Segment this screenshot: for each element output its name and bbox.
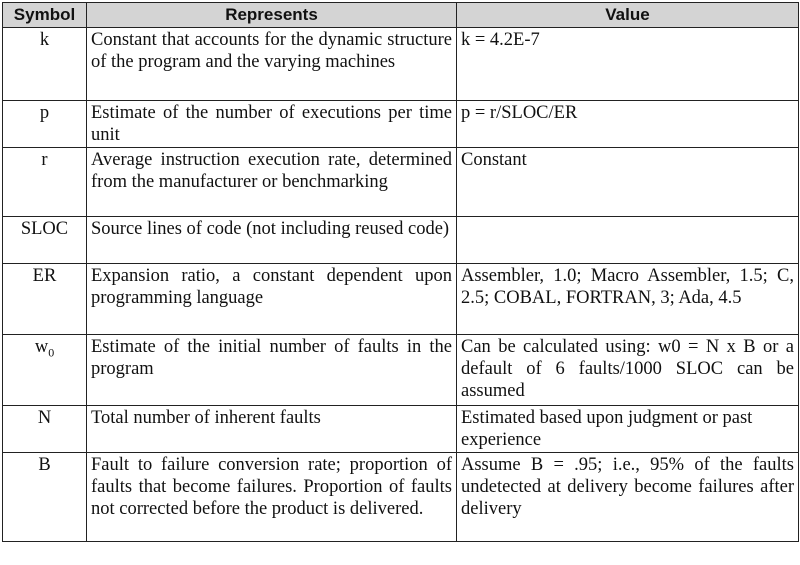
table-row (3, 217, 799, 264)
value-cell: k = 4.2E-7 (457, 28, 799, 101)
symbol-cell: p (3, 101, 87, 148)
header-value: Value (457, 3, 799, 28)
header-represents: Represents (87, 3, 457, 28)
symbol-cell (3, 335, 87, 406)
header-row (3, 3, 799, 28)
table-row (3, 406, 799, 453)
value-cell: Constant (457, 148, 799, 217)
value-cell (457, 217, 799, 264)
represents-cell: Average instruction execution rate, determined from the manufacturer or benchmarking (87, 148, 457, 217)
symbol-cell: k (3, 28, 87, 101)
symbol-cell: SLOC (3, 217, 87, 264)
header-symbol: Symbol (3, 3, 87, 28)
table-row (3, 264, 799, 335)
value-cell: Assume B = .95; i.e., 95% of the faults undetected at delivery become failures after delivery (457, 453, 799, 542)
table-row (3, 335, 799, 406)
value-cell: Estimated based upon judgment or past experience (457, 406, 799, 453)
symbol-text: w (34, 337, 49, 357)
represents-cell: Total number of inherent faults (87, 406, 457, 453)
table-row (3, 101, 799, 148)
represents-cell: Expansion ratio, a constant dependent upon programming language (87, 264, 457, 335)
represents-cell: Fault to failure conversion rate; proportion of faults that become failures. Proportion of faults not corrected before the product is delivered. (87, 453, 457, 542)
value-cell: p = r/SLOC/ER (457, 101, 799, 148)
symbol-cell: B (3, 453, 87, 542)
value-cell: Can be calculated using: w0 = N x B or a default of 6 faults/1000 SLOC can be assumed (457, 335, 799, 406)
represents-cell: Estimate of the initial number of faults in the program (87, 335, 457, 406)
represents-cell: Constant that accounts for the dynamic structure of the program and the varying machines (87, 28, 457, 101)
symbol-cell: ER (3, 264, 87, 335)
represents-cell: Source lines of code (not including reused code) (87, 217, 457, 264)
table-row (3, 28, 799, 101)
table-row (3, 148, 799, 217)
symbol-cell: r (3, 148, 87, 217)
symbol-subscript: 0 (48, 345, 55, 360)
represents-cell: Estimate of the number of executions per time unit (87, 101, 457, 148)
value-cell: Assembler, 1.0; Macro Assembler, 1.5; C, 2.5; COBAL, FORTRAN, 3; Ada, 4.5 (457, 264, 799, 335)
parameters-table (2, 2, 799, 542)
table-row (3, 453, 799, 542)
symbol-cell: N (3, 406, 87, 453)
